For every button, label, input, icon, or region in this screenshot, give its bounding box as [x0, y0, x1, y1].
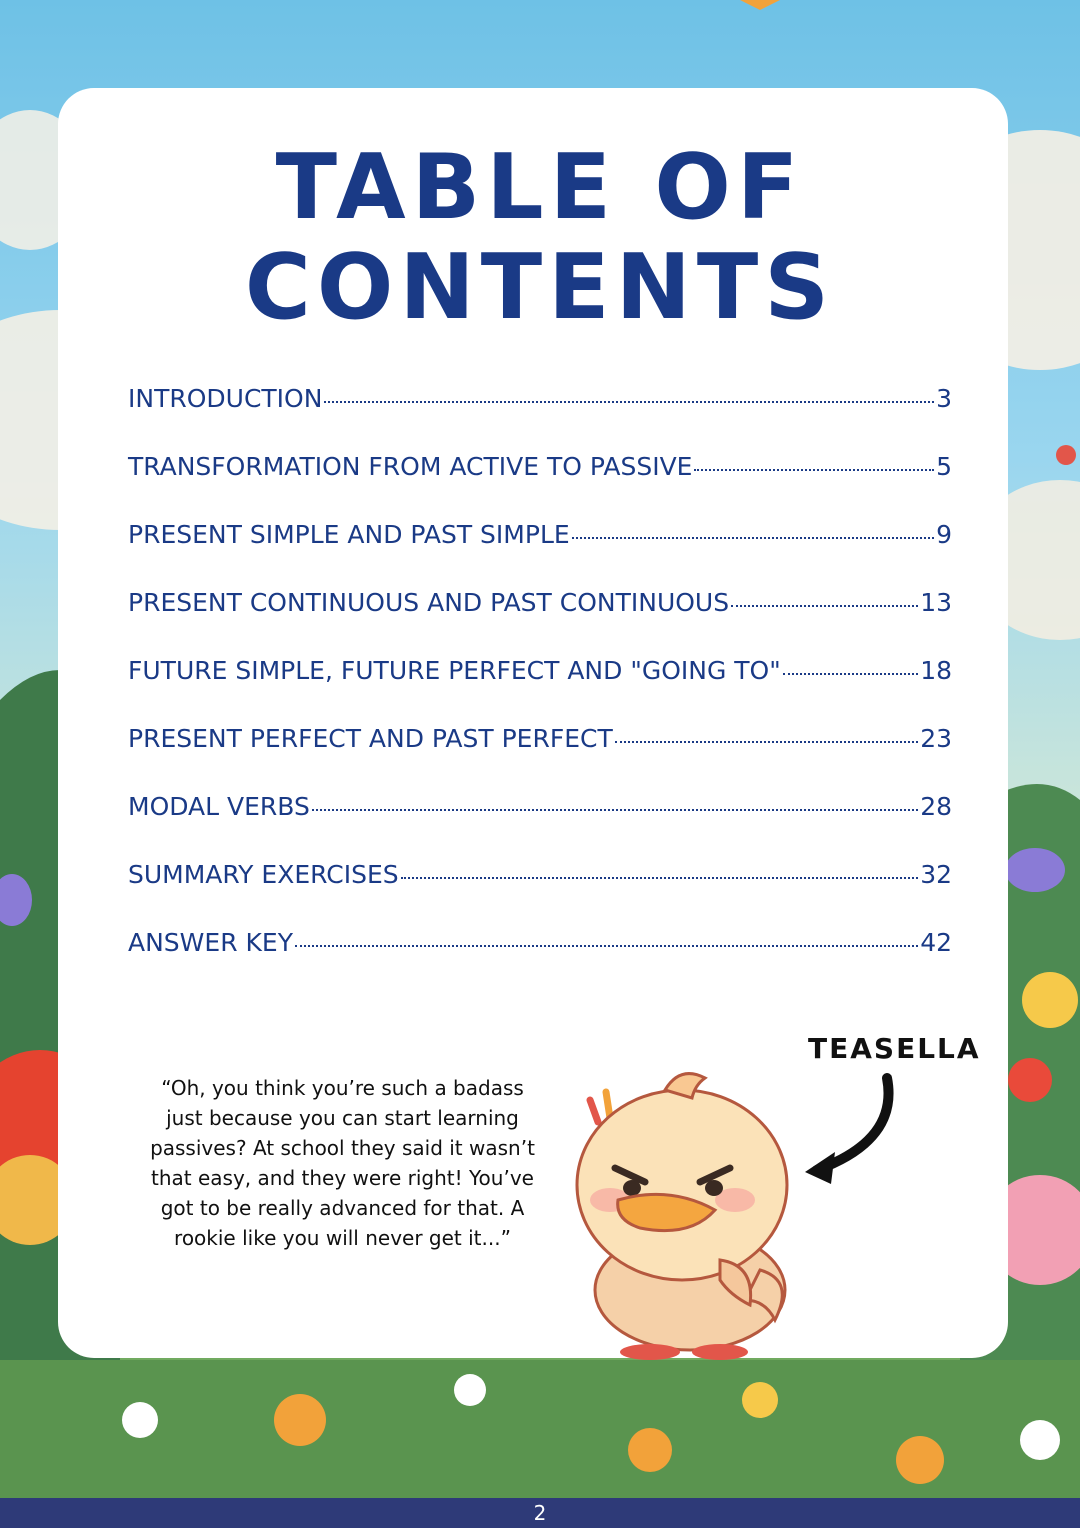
toc-leader-dots — [295, 945, 918, 947]
toc-entry-page: 32 — [920, 860, 952, 889]
toc-entry-page: 42 — [920, 928, 952, 957]
toc-entry[interactable] — [128, 928, 952, 996]
toc-entry-label: PRESENT PERFECT AND PAST PERFECT — [128, 724, 613, 753]
page-title-line-2: CONTENTS — [244, 235, 836, 340]
toc-entry-page: 5 — [936, 452, 952, 481]
curved-arrow-icon — [795, 1070, 905, 1190]
toc-leader-dots — [694, 469, 934, 471]
toc-entry[interactable] — [128, 452, 952, 520]
toc-leader-dots — [312, 809, 918, 811]
page-title — [0, 135, 1080, 340]
toc-entry-label: PRESENT SIMPLE AND PAST SIMPLE — [128, 520, 570, 549]
toc-entry-page: 28 — [920, 792, 952, 821]
toc-leader-dots — [324, 401, 934, 403]
toc-entry-page: 3 — [936, 384, 952, 413]
toc-entry-label: TRANSFORMATION FROM ACTIVE TO PASSIVE — [128, 452, 693, 481]
page-footer — [0, 1498, 1080, 1528]
toc-leader-dots — [572, 537, 934, 539]
toc-entry-page: 18 — [920, 656, 952, 685]
toc-entry[interactable] — [128, 588, 952, 656]
toc-entry[interactable] — [128, 656, 952, 724]
toc-entry[interactable] — [128, 520, 952, 588]
toc-entry-label: FUTURE SIMPLE, FUTURE PERFECT AND "GOING TO" — [128, 656, 781, 685]
page-number: 2 — [533, 1501, 547, 1525]
toc-entry-label: PRESENT CONTINUOUS AND PAST CONTINUOUS — [128, 588, 730, 617]
toc-leader-dots — [783, 673, 918, 675]
toc-entry[interactable] — [128, 792, 952, 860]
toc-entry-label: INTRODUCTION — [128, 384, 323, 413]
toc-leader-dots — [731, 605, 918, 607]
toc-entry-label: SUMMARY EXERCISES — [128, 860, 399, 889]
toc-leader-dots — [615, 741, 918, 743]
table-of-contents — [128, 384, 952, 996]
toc-entry-page: 23 — [920, 724, 952, 753]
toc-entry[interactable] — [128, 724, 952, 792]
toc-entry[interactable] — [128, 860, 952, 928]
page-title-line-1: TABLE OF — [275, 135, 805, 240]
duck-character-illustration — [570, 1060, 800, 1360]
toc-entry-page: 13 — [920, 588, 952, 617]
toc-entry-page: 9 — [936, 520, 952, 549]
toc-entry-label: MODAL VERBS — [128, 792, 310, 821]
toc-entry[interactable] — [128, 384, 952, 452]
toc-entry-label: ANSWER KEY — [128, 928, 293, 957]
character-name-label: TEASELLA — [808, 1032, 981, 1065]
toc-leader-dots — [401, 877, 919, 879]
character-quote: “Oh, you think you’re such a badass just because you can start learning passives? At school they said it wasn’t that easy, and they were right! You’ve got to be really advanced for that. A rookie like you will never get it...” — [150, 1076, 535, 1250]
